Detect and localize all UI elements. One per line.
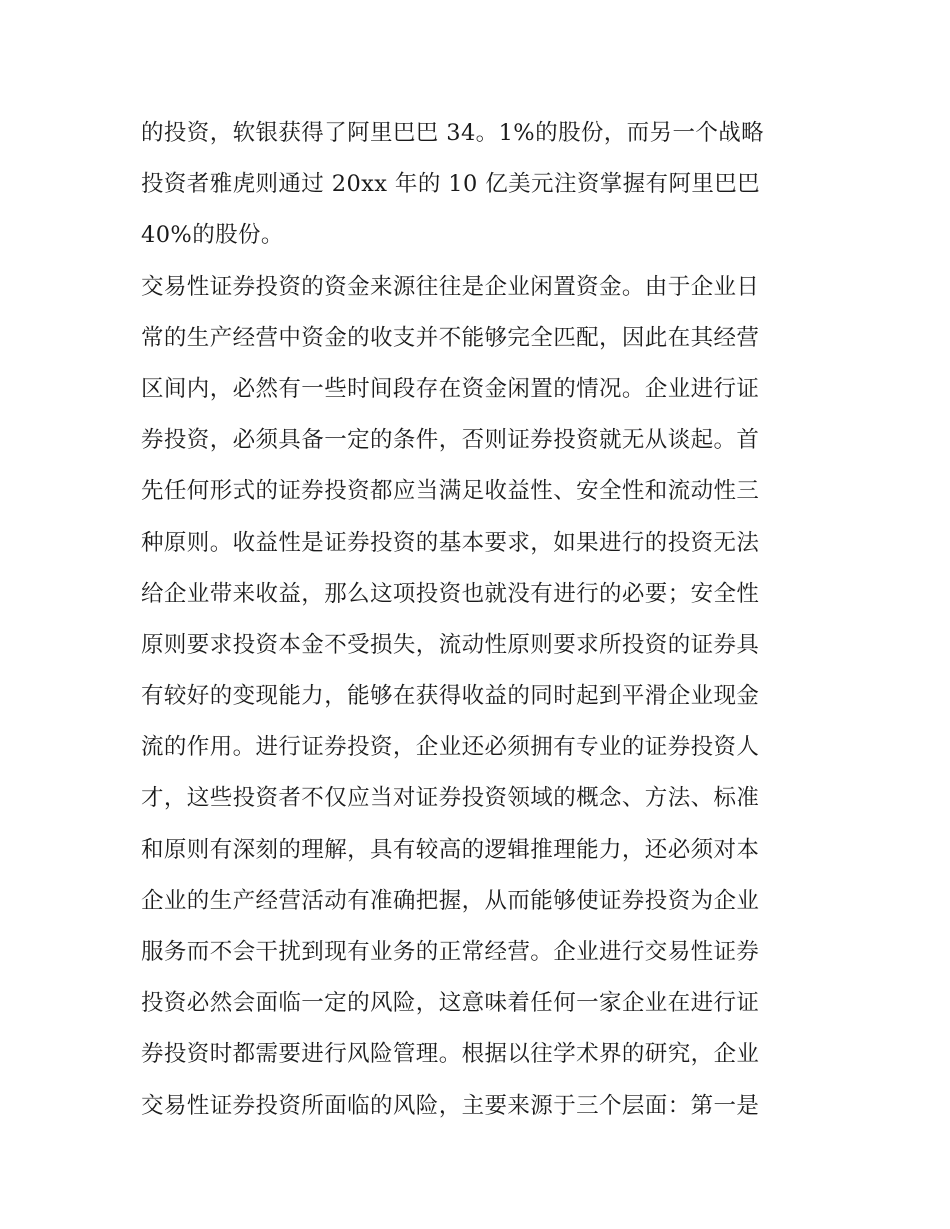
text-line: 40%的股份。 <box>141 222 284 249</box>
body-text <box>141 108 821 1132</box>
text-line: 原则要求投资本金不受损失，流动性原则要求所投资的证券具 <box>141 631 760 658</box>
text-line: 的投资，软银获得了阿里巴巴 34。1%的股份，而另一个战略 <box>141 120 765 146</box>
text-line: 交易性证券投资的资金来源往往是企业闲置资金。由于企业日 <box>141 273 760 300</box>
text-line: 交易性证券投资所面临的风险，主要来源于三个层面：第一是 <box>141 1092 760 1119</box>
text-line: 给企业带来收益，那么这项投资也就没有进行的必要；安全性 <box>141 580 760 607</box>
text-line: 券投资，必须具备一定的条件，否则证券投资就无从谈起。首 <box>141 427 760 454</box>
text-line: 区间内，必然有一些时间段存在资金闲置的情况。企业进行证 <box>141 375 760 402</box>
text-line: 才，这些投资者不仅应当对证券投资领域的概念、方法、标准 <box>141 785 760 812</box>
text-line: 常的生产经营中资金的收支并不能够完全匹配，因此在其经营 <box>141 324 760 351</box>
text-line: 服务而不会干扰到现有业务的正常经营。企业进行交易性证券 <box>141 939 760 965</box>
text-line: 和原则有深刻的理解，具有较高的逻辑推理能力，还必须对本 <box>141 836 760 863</box>
text-line: 投资必然会面临一定的风险，这意味着任何一家企业在进行证 <box>141 990 760 1017</box>
text-line: 企业的生产经营活动有准确把握，从而能够使证券投资为企业 <box>141 887 760 914</box>
text-line: 先任何形式的证券投资都应当满足收益性、安全性和流动性三 <box>141 478 760 505</box>
text-line: 种原则。收益性是证券投资的基本要求，如果进行的投资无法 <box>141 529 760 556</box>
text-line: 有较好的变现能力，能够在获得收益的同时起到平滑企业现金 <box>141 683 760 710</box>
text-line: 券投资时都需要进行风险管理。根据以往学术界的研究，企业 <box>141 1041 760 1068</box>
text-line: 投资者雅虎则通过 20xx 年的 10 亿美元注资掌握有阿里巴巴 <box>141 171 761 198</box>
text-line: 流的作用。进行证券投资，企业还必须拥有专业的证券投资人 <box>141 734 760 761</box>
